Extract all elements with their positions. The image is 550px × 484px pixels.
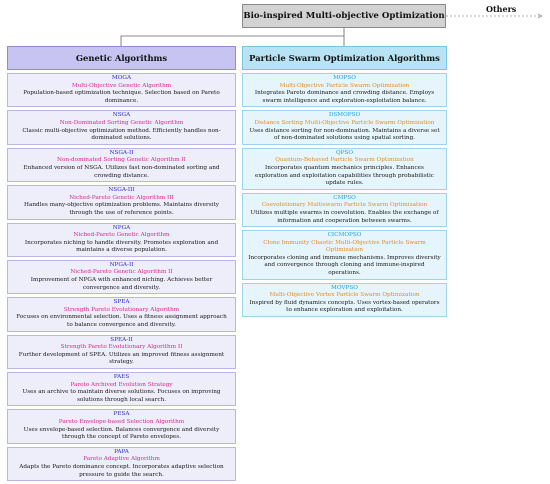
algorithm-desc: Incorporates cloning and immune mechanisms. Improves diversity and convergence through cloning and immune-inspired operations. [248, 254, 441, 277]
algorithm-abbr: MOPSO [333, 75, 356, 81]
algorithm-desc: Focuses on environmental selection. Uses a fitness assignment approach to balance convergence and diversity. [16, 314, 227, 329]
algorithm-abbr: SPEA [113, 299, 130, 306]
algorithm-name: Pareto Adaptive Algorithm [83, 456, 160, 463]
algorithm-abbr: CMPSO [333, 194, 356, 201]
algorithm-abbr: PAPA [114, 448, 129, 455]
algorithm-abbr: SPEA-II [110, 336, 133, 343]
algorithm-abbr: PESA [113, 411, 130, 418]
algorithm-desc: Inspired by fluid dynamics concepts. Uses vortex-based operators to enhance exploration and exploitation. [249, 299, 440, 314]
algorithm-card-qpso [242, 148, 447, 190]
algorithm-card-pesa [7, 409, 236, 443]
algorithm-abbr: NPGA-II [109, 261, 134, 268]
algorithm-desc: Adapts the Pareto dominance concept. Incorporates adaptive selection pressure to guide the search. [19, 463, 224, 478]
algorithm-name: Niched-Pareto Genetic Algorithm [73, 232, 170, 239]
root-node [242, 4, 446, 28]
genetic-algorithms-column [7, 73, 236, 484]
algorithm-name: Niched-Pareto Genetic Algorithm III [69, 194, 174, 201]
algorithm-desc: Integrates Pareto dominance and crowding distance. Employs swarm intelligence and exploration-exploitation balance. [254, 90, 435, 104]
algorithm-abbr: MOGA [111, 75, 132, 81]
algorithm-name: Multi-Objective Vortex Particle Swarm Optimization [269, 292, 420, 299]
algorithm-desc: Enhanced version of NSGA. Utilizes fast non-dominated sorting and crowding distance. [23, 164, 220, 179]
algorithm-abbr: PAES [113, 374, 130, 380]
algorithm-name: Strength Pareto Evolutionary Algorithm [63, 306, 180, 313]
connector-root-to-branches [121, 28, 344, 46]
algorithm-card-nsga-ii [7, 148, 236, 182]
algorithm-desc: Classic multi-objective optimization method. Efficiently handles non-dominated solutions. [22, 127, 221, 142]
algorithm-name: Non-dominated Sorting Genetic Algorithm II [57, 157, 186, 164]
algorithm-card-nsga-iii [7, 185, 236, 219]
pso-algorithms-column [242, 73, 447, 320]
algorithm-card-mopso [242, 73, 447, 107]
algorithm-card-spea-ii [7, 335, 236, 369]
algorithm-name: Pareto Envelope-based Selection Algorithm [58, 418, 185, 425]
genetic-algorithms-header [7, 46, 236, 70]
others-label: Others [486, 4, 517, 14]
algorithm-desc: Further development of SPEA. Utilizes an improved fitness assignment strategy. [18, 351, 225, 366]
algorithm-name: Multi-Objective Particle Swarm Optimization [279, 82, 410, 89]
algorithm-name: Non-Dominated Sorting Genetic Algorithm [59, 119, 184, 126]
algorithm-card-npga-ii [7, 260, 236, 294]
algorithm-desc: Uses envelope-based selection. Balances convergence and diversity through the concept of Pareto envelopes. [23, 426, 220, 441]
algorithm-card-moga [7, 73, 236, 107]
algorithm-abbr: QPSO [335, 149, 354, 156]
algorithm-abbr: DSMOPSO [328, 112, 361, 119]
algorithm-abbr: CICMOPSO [327, 232, 362, 239]
algorithm-abbr: NSGA-III [108, 187, 135, 194]
root-title: Bio-inspired Multi-objective Optimization [243, 11, 445, 21]
algorithm-name: Niched-Pareto Genetic Algorithm II [70, 269, 173, 276]
algorithm-name: Quantum-Behaved Particle Swarm Optimization [275, 157, 414, 164]
algorithm-desc: Improvement of NPGA with enhanced niching. Achieves better convergence and diversity. [30, 277, 213, 291]
algorithm-name: Pareto Archived Evolution Strategy [70, 381, 173, 388]
algorithm-name: Clone Immunity Chaotic Multi-Objective Particle Swarm Optimization [263, 239, 426, 254]
algorithm-card-nsga [7, 110, 236, 144]
algorithm-abbr: MOVPSO [331, 284, 358, 291]
algorithm-desc: Incorporates quantum mechanics principles. Enhances exploration and exploitation capabilities through probabilistic update rules. [255, 164, 434, 187]
algorithm-card-spea [7, 297, 236, 331]
algorithm-name: Multi-Objective Genetic Algorithm [71, 82, 172, 89]
algorithm-desc: Handles many-objective optimization problems. Maintains diversity through the use of reference points. [24, 202, 219, 216]
algorithm-abbr: NSGA-II [109, 149, 134, 156]
algorithm-desc: Uses distance sorting for non-domination. Maintains a diverse set of non-dominated solutions using spatial sorting. [249, 127, 440, 142]
algorithm-card-paes [7, 372, 236, 406]
pso-algorithms-header [242, 46, 447, 70]
algorithm-name: Distance Sorting Multi-Objective Particle Swarm Optimization [254, 119, 435, 126]
algorithm-name: Strength Pareto Evolutionary Algorithm II [60, 344, 183, 351]
algorithm-card-cmpso [242, 193, 447, 227]
algorithm-name: Coevolutionary Multiswarm Particle Swarm Optimization [261, 202, 428, 209]
algorithm-abbr: NSGA [112, 112, 131, 119]
algorithm-abbr: NPGA [112, 224, 131, 231]
algorithm-card-dsmopso [242, 110, 447, 144]
genetic-algorithms-title: Genetic Algorithms [75, 53, 168, 63]
algorithm-desc: Incorporates niching to handle diversity. Promotes exploration and maintains a diverse population. [24, 239, 219, 254]
algorithm-card-movpso [242, 283, 447, 317]
pso-algorithms-title: Particle Swarm Optimization Algorithms [249, 53, 440, 63]
algorithm-card-cicmopso [242, 230, 447, 280]
algorithm-desc: Utilizes multiple swarms in coevolution. Enables the exchange of information and cooperation between swarms. [250, 209, 439, 224]
algorithm-card-npga [7, 223, 236, 257]
algorithm-desc: Uses an archive to maintain diverse solutions. Focuses on improving solutions through local search. [22, 389, 221, 403]
algorithm-desc: Population-based optimization technique. Selection based on Pareto dominance. [23, 90, 220, 104]
